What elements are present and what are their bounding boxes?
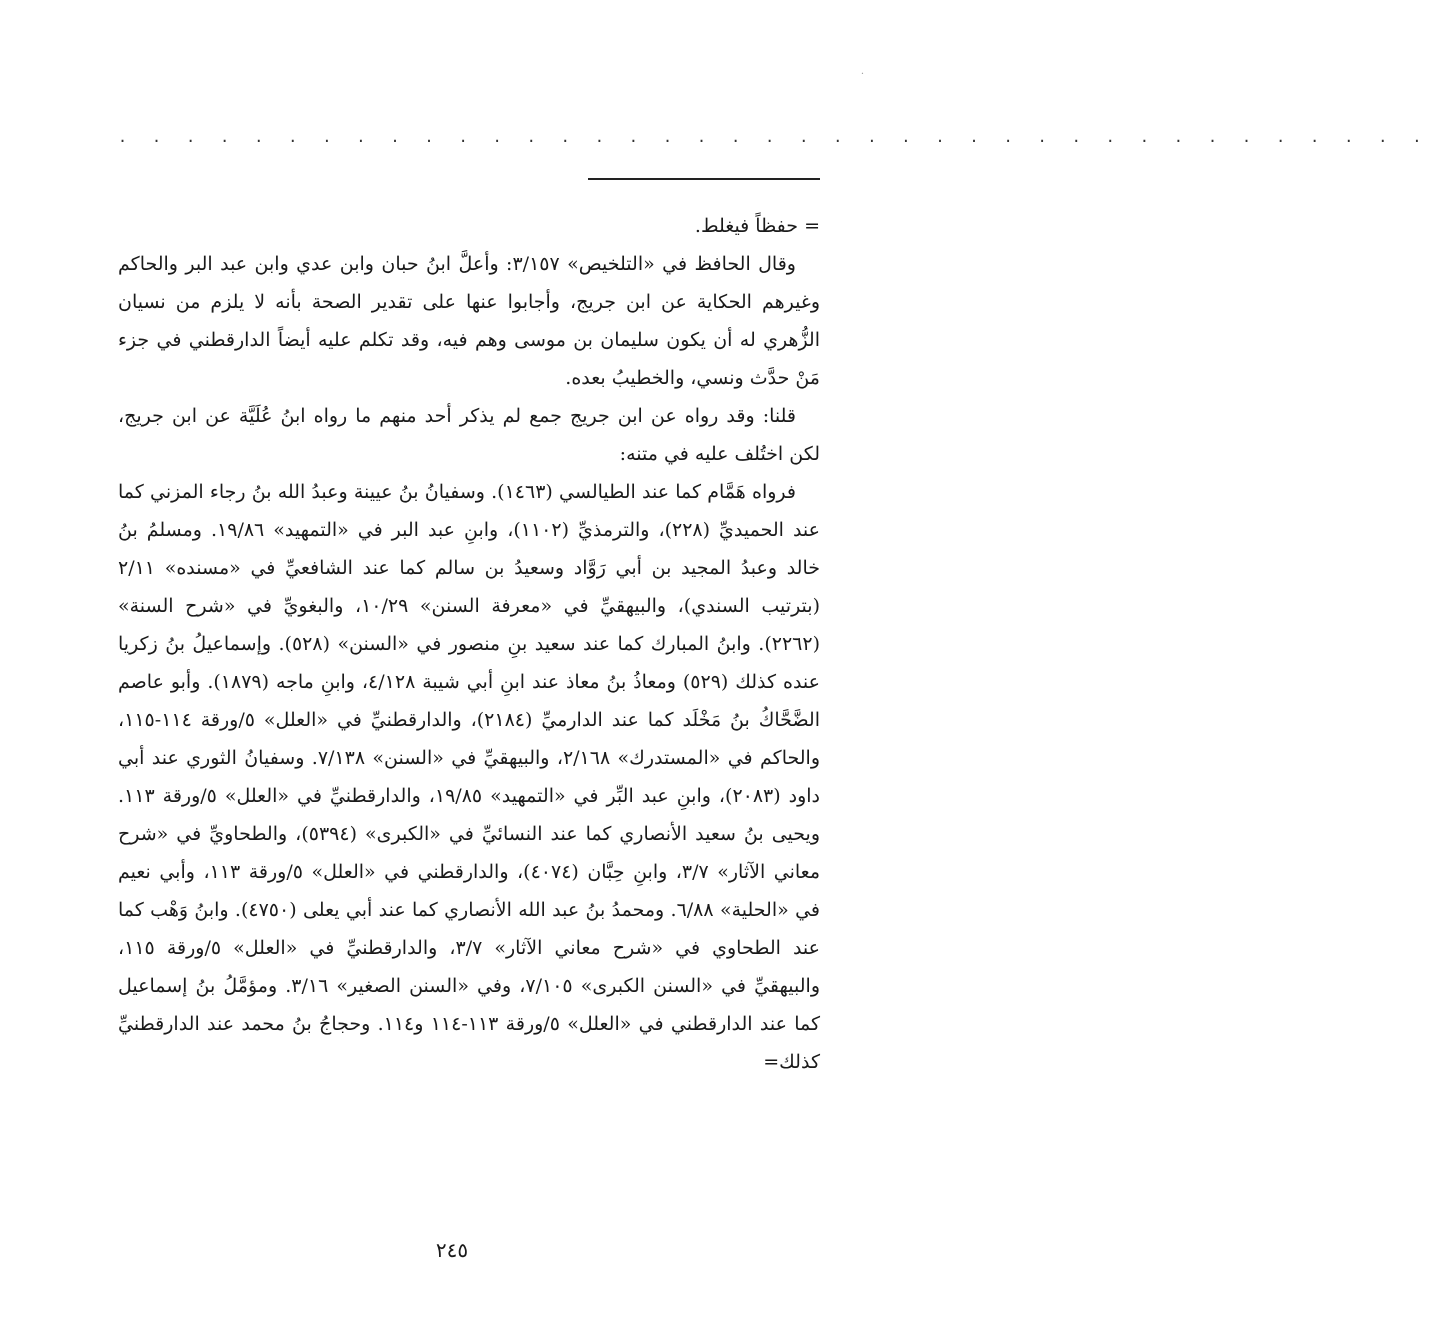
footnote-separator-dots: . . . . . . . . . . . . . . . . . . . . . . . . . . . . . . . . . . . . . . . [118, 128, 1429, 146]
footnote-text [118, 207, 820, 1081]
paragraph-narrators: فرواه هَمَّام كما عند الطيالسي (١٤٦٣). وسفيانُ بنُ عيينة وعبدُ الله بنُ رجاء المزني كما عند الحميديِّ (٢٢٨)، والترمذيِّ (١١٠٢)، وابنِ عبد البر في «التمهيد» ١٩/٨٦. ومسلمُ بنُ خالد وعبدُ المجيد بن أبي رَوَّاد وسعيدُ بن سالم كما عند الشافعيِّ في «مسنده» ٢/١١ (بترتيب السندي)، والبيهقيِّ في «معرفة السنن» ١٠/٢٩، والبغويِّ في «شرح السنة» (٢٢٦٢). وابنُ المبارك كما عند سعيد بنِ منصور في «السنن» (٥٢٨). وإسماعيلُ بنُ زكريا عنده كذلك (٥٢٩) ومعاذُ بنُ معاذ عند ابنِ أبي شيبة ٤/١٢٨، وابنِ ماجه (١٨٧٩). وأبو عاصم الضَّحَّاكُ بنُ مَخْلَد كما عند الدارميِّ (٢١٨٤)، والدارقطنيِّ في «العلل» ٥/ورقة ١١٤-١١٥، والحاكم في «المستدرك» ٢/١٦٨، والبيهقيِّ في «السنن» ٧/١٣٨. وسفيانُ الثوري عند أبي داود (٢٠٨٣)، وابنِ عبد البِّر في «التمهيد» ١٩/٨٥، والدارقطنيِّ في «العلل» ٥/ورقة ١١٣. ويحيى بنُ سعيد الأنصاري كما عند النسائيِّ في «الكبرى» (٥٣٩٤)، والطحاويِّ في «شرح معاني الآثار» ٣/٧، وابنِ حِبَّان (٤٠٧٤)، والدارقطني في «العلل» ٥/ورقة ١١٣، وأبي نعيم في «الحلية» ٦/٨٨. ومحمدُ بنُ عبد الله الأنصاري كما عند أبي يعلى (٤٧٥٠). وابنُ وَهْب كما عند الطحاوي في «شرح معاني الآثار» ٣/٧، والدارقطنيِّ في «العلل» ٥/ورقة ١١٥، والبيهقيِّ في «السنن الكبرى» ٧/١٠٥، وفي «السنن الصغير» ٣/١٦. ومؤمَّلُ بنُ إسماعيل كما عند الدارقطني في «العلل» ٥/ورقة ١١٣-١١٤ و١١٤. وحجاجُ بنُ محمد عند الدارقطنيِّ كذلك= [118, 481, 821, 1073]
page-number: ٢٤٥ [435, 1238, 469, 1262]
paragraph-qulna: قلنا: وقد رواه عن ابن جريج جمع لم يذكر أحد منهم ما رواه ابنُ عُلَيَّة عن ابن جريج، لكن اختُلف عليه في متنه: [118, 405, 820, 465]
paragraph-continuation: = حفظاً فيغلط. [694, 215, 820, 237]
paragraph-talkhis: وقال الحافظ في «التلخيص» ٣/١٥٧: وأعلَّ ابنُ حبان وابن عدي وابن عبد البر والحاكم وغيرهم الحكاية عن ابن جريج، وأجابوا عنها على تقدير الصحة بأنه لا يلزم من نسيان الزُّهري له أن يكون سليمان بن موسى وهم فيه، وقد تكلم عليه أيضاً الدارقطني في جزء مَنْ حدَّث ونسي، والخطيبُ بعده. [118, 253, 820, 389]
footnote-rule [588, 178, 820, 180]
corner-mark: . [860, 66, 864, 77]
